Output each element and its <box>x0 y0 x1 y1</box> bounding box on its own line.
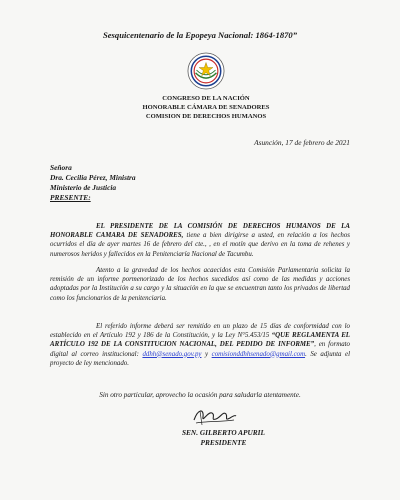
paragraph3-text-middle: , en formato digital al correo institucional: <box>50 341 351 358</box>
recipient-salutation: Señora <box>50 163 72 172</box>
paragraph3-law-title: “QUE REGLAMENTA EL ARTÍCULO 192 DE LA CONSTITUCION NACIONAL, DEL PEDIDO DE INFORME” <box>50 332 350 349</box>
paragraph3-text-before: El referido informe deberá ser remitido en un plazo de 15 días de conformidad con lo establecido en el Artículo 192 y 186 de la Constitución, y la Ley N°5.453/15 <box>50 323 350 340</box>
paragraph3-text-after: . Se adjunta el proyecto de ley mencionado. <box>50 350 350 367</box>
paragraph-deadline <box>50 322 350 368</box>
letter-date: Asunción, 17 de febrero de 2021 <box>254 138 350 147</box>
recipient-ministry: Ministerio de Justicia <box>50 183 117 192</box>
org-line-congress: CONGRESO DE LA NACIÓN <box>162 95 250 102</box>
recipient-block <box>50 163 136 203</box>
email-link-institutional[interactable]: ddhh@senado.gov.py <box>142 350 202 358</box>
email-link-gmail[interactable]: comisionddhhsenado@gmail.com <box>211 350 306 358</box>
signer-block <box>182 428 265 448</box>
org-line-commission: COMISION DE DERECHOS HUMANOS <box>145 113 267 120</box>
org-line-senate: HONORABLE CÁMARA DE SENADORES <box>142 104 270 111</box>
handwritten-signature <box>190 405 238 427</box>
paragraph-request-details <box>50 266 350 303</box>
paragraph3-text-and: y <box>201 350 212 358</box>
sesquicentennial-motto: Sesquicentenario de la Epopeya Nacional: 1864-1870” <box>102 30 298 40</box>
paraguay-coat-of-arms-icon <box>187 52 225 90</box>
closing-line: Sin otro particular, aprovecho la ocasión para saludarla atentamente. <box>99 391 301 399</box>
paragraph1-text: tiene a bien dirigirse a usted, en relación a los hechos ocurridos el día de ayer martes 16 de febrero del cte., , en el motín que derivo en la toma de rehenes y numerosos heridos y fallecidos en la Penitenciaría Nacional de Tacumbu. <box>50 232 350 258</box>
paragraph1-bold: EL PRESIDENTE DE LA COMISIÓN DE DERECHOS HUMANOS DE LA HONORABLE CAMARA DE SENADORES, <box>50 223 350 240</box>
recipient-present: PRESENTE: <box>50 193 91 202</box>
paragraph2-text: Atento a la gravedad de los hechos acaecidos esta Comisión Parlamentaria solicita la remisión de un informe pormenorizado de los hechos sucedidos así como de las medidas y acciones adoptadas por la Institución a su cargo y la situación en la que se encuentran tanto los privados de libertad como los funcionarios de la penitenciaria. <box>50 267 350 302</box>
signer-role: PRESIDENTE <box>200 438 247 447</box>
signer-name: SEN. GILBERTO APURIL <box>182 428 265 437</box>
paragraph-request-intro <box>50 222 350 259</box>
recipient-name: Dra. Cecilia Pérez, Ministra <box>50 173 136 182</box>
institution-heading <box>0 94 400 121</box>
